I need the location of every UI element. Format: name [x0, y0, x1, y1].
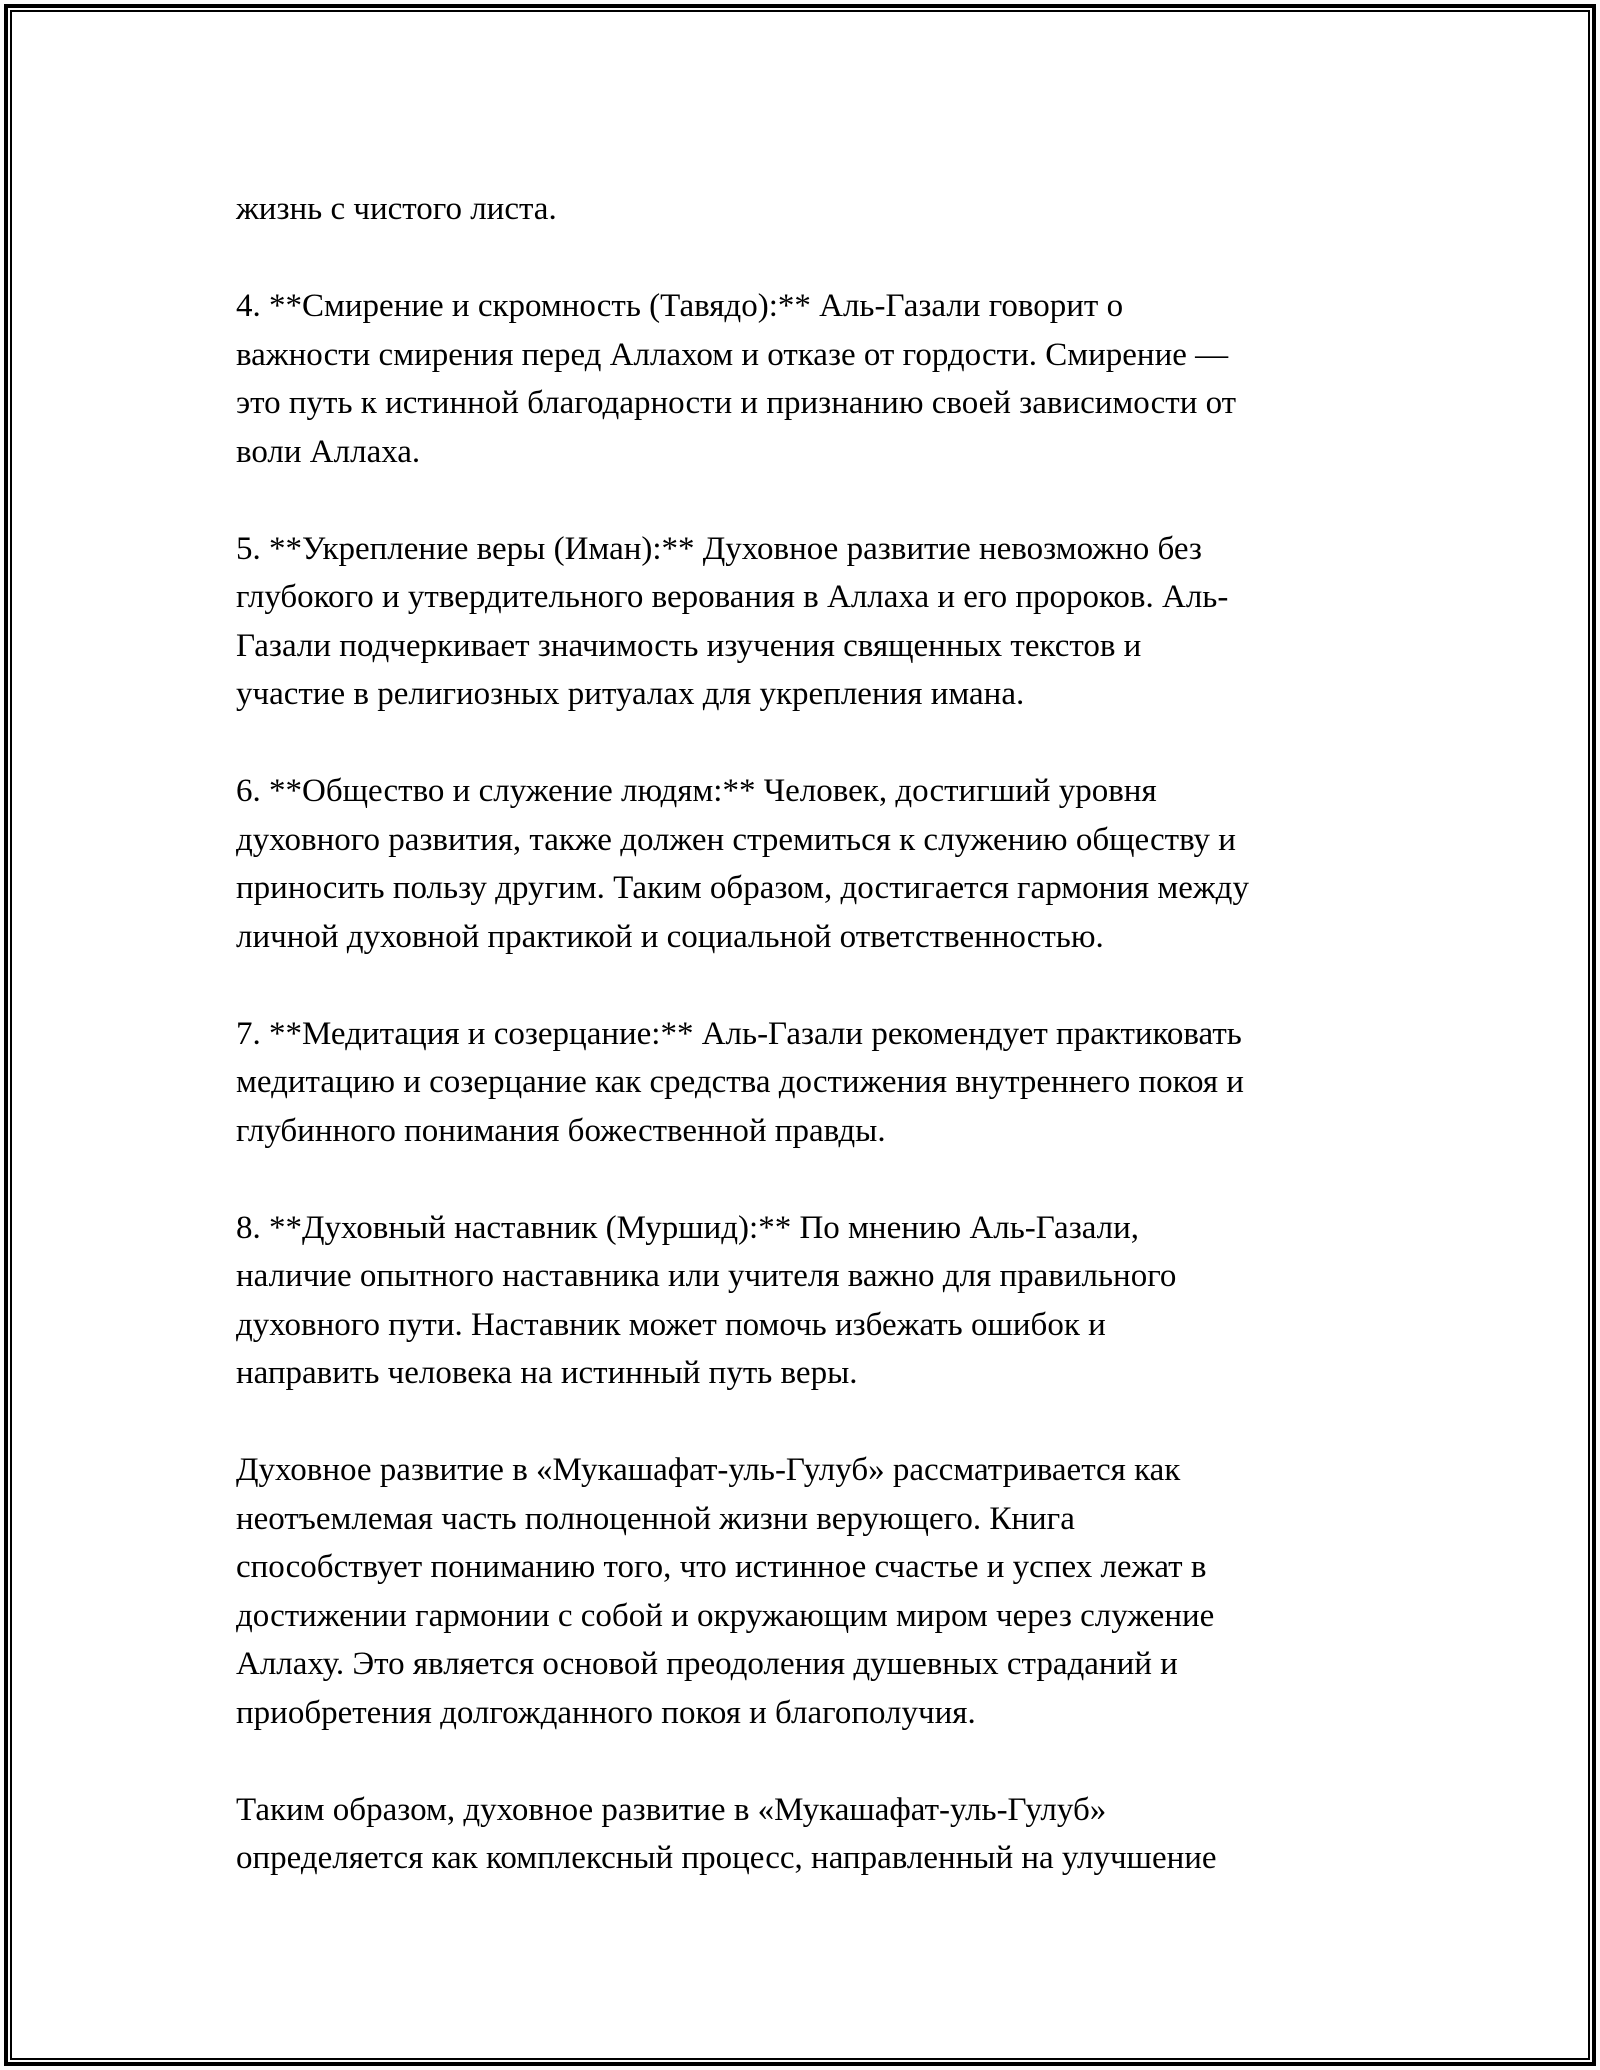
text-line: участие в религиозных ритуалах для укрепления имана.	[236, 676, 1025, 712]
document-body	[236, 185, 1386, 1931]
text-line: Аллаху. Это является основой преодоления душевных страданий и	[236, 1646, 1178, 1682]
paragraph-item-5	[236, 525, 1386, 719]
paragraph-item-7	[236, 1010, 1386, 1156]
text-line: определяется как комплексный процесс, направленный на улучшение	[236, 1840, 1217, 1876]
text-line: Газали подчеркивает значимость изучения священных текстов и	[236, 627, 1142, 664]
paragraph-conclusion	[236, 1786, 1386, 1883]
paragraph-continuation	[236, 185, 1386, 234]
paragraph-summary	[236, 1446, 1386, 1737]
text-line: жизнь с чистого листа.	[236, 191, 557, 227]
text-line: глубинного понимания божественной правды.	[236, 1112, 886, 1149]
text-line: важности смирения перед Аллахом и отказе от гордости. Смирение —	[236, 336, 1229, 373]
text-line: 6. **Общество и служение людям:** Человек, достигший уровня	[236, 773, 1157, 809]
text-line: духовного развития, также должен стремиться к служению обществу и	[236, 821, 1236, 858]
text-line: медитацию и созерцание как средства достижения внутреннего покоя и	[236, 1064, 1244, 1100]
paragraph-item-6	[236, 767, 1386, 961]
text-line: достижении гармонии с собой и окружающим миром через служение	[236, 1597, 1215, 1634]
text-line: 4. **Смирение и скромность (Тавядо):** Аль-Газали говорит о	[236, 288, 1124, 324]
text-line: направить человека на истинный путь веры.	[236, 1355, 858, 1391]
text-line: глубокого и утвердительного верования в Аллаха и его пророков. Аль-	[236, 579, 1229, 615]
text-line: духовного пути. Наставник может помочь избежать ошибок и	[236, 1306, 1106, 1343]
text-line: воли Аллаха.	[236, 433, 421, 470]
text-line: личной духовной практикой и социальной ответственностью.	[236, 918, 1104, 955]
text-line: приносить пользу другим. Таким образом, достигается гармония между	[236, 870, 1249, 906]
text-line: 8. **Духовный наставник (Муршид):** По мнению Аль-Газали,	[236, 1209, 1140, 1246]
text-line: неотъемлемая часть полноценной жизни верующего. Книга	[236, 1500, 1075, 1537]
text-line: это путь к истинной благодарности и признанию своей зависимости от	[236, 385, 1237, 421]
text-line: 7. **Медитация и созерцание:** Аль-Газали рекомендует практиковать	[236, 1015, 1242, 1052]
paragraph-item-8	[236, 1204, 1386, 1398]
text-line: Таким образом, духовное развитие в «Мукашафат-уль-Гулуб»	[236, 1791, 1107, 1828]
text-line: способствует пониманию того, что истинное счастье и успех лежат в	[236, 1549, 1207, 1585]
text-line: приобретения долгожданного покоя и благополучия.	[236, 1694, 976, 1731]
paragraph-item-4	[236, 282, 1386, 476]
text-line: 5. **Укрепление веры (Иман):** Духовное развитие невозможно без	[236, 530, 1202, 567]
text-line: наличие опытного наставника или учителя важно для правильного	[236, 1258, 1177, 1294]
text-line: Духовное развитие в «Мукашафат-уль-Гулуб» рассматривается как	[236, 1452, 1181, 1488]
